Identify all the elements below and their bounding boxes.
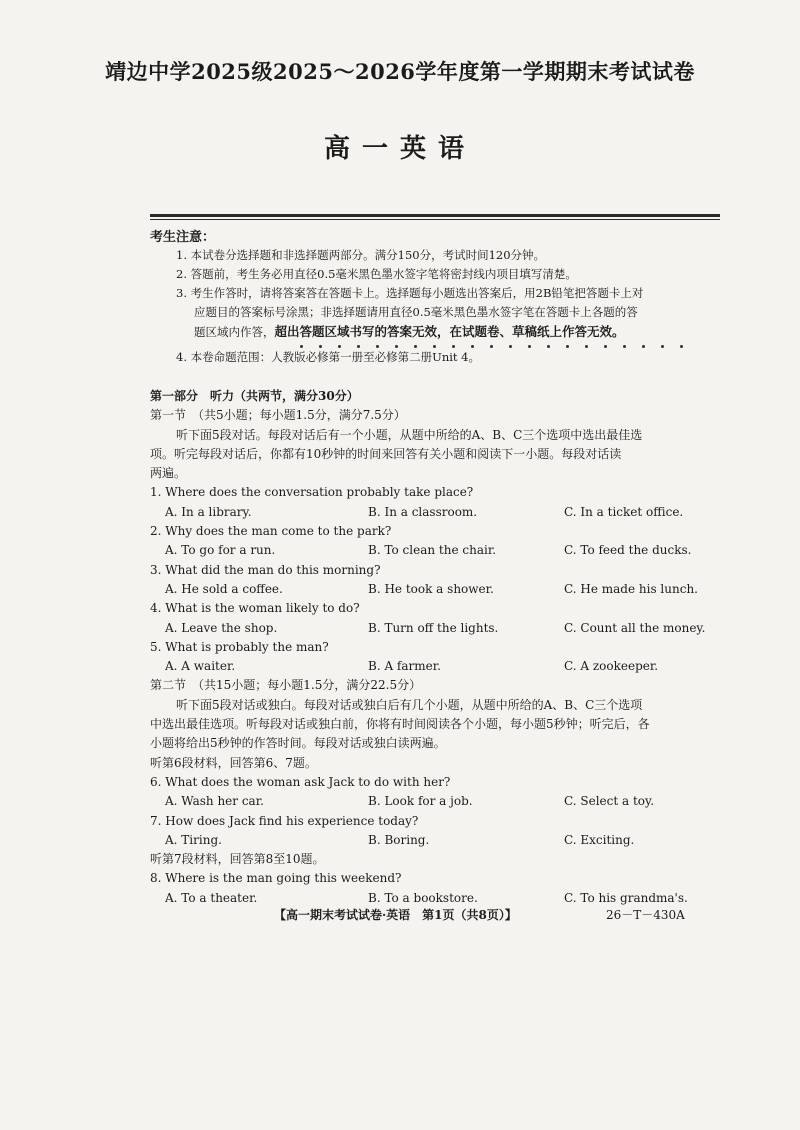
question: 1. Where does the conversation probably take place?: [150, 485, 474, 500]
option-c: C. In a ticket office.: [564, 504, 684, 519]
option-b: B. Boring.: [368, 832, 430, 847]
option-b: B. To a bookstore.: [368, 890, 478, 905]
option-c: C. To his grandma's.: [564, 890, 688, 905]
options-row: [150, 657, 725, 676]
question: 3. What did the man do this morning?: [150, 562, 381, 577]
notice-list: [176, 246, 722, 367]
material-note: 听第6段材料，回答第6、7题。: [150, 755, 317, 770]
notice-item: 1. 本试卷分选择题和非选择题两部分。满分150分，考试时间120分钟。: [176, 248, 546, 262]
option-a: A. A waiter.: [165, 659, 236, 674]
notice-item: 3. 考生作答时，请将答案答在答题卡上。选择题每小题选出答案后，用2B铅笔把答题卡上对: [176, 286, 644, 300]
option-a: A. Wash her car.: [165, 794, 264, 809]
notice-item: 2. 答题前，考生务必用直径0.5毫米黑色墨水签字笔将密封线内项目填写清楚。: [176, 267, 577, 281]
listening-part: [150, 387, 725, 908]
option-b: B. Turn off the lights.: [368, 620, 499, 635]
option-a: A. To a theater.: [165, 890, 258, 905]
options-row: [150, 792, 725, 811]
instruction-line: 听下面5段对话或独白。每段对话或独白后有几个小题，从题中所给的A、B、C三个选项: [176, 697, 643, 712]
question: 4. What is the woman likely to do?: [150, 601, 360, 616]
option-b: B. He took a shower.: [368, 581, 494, 596]
option-a: A. He sold a coffee.: [165, 581, 283, 596]
divider-thick: [150, 214, 720, 217]
notice-item: 应题目的答案标号涂黑；非选择题请用直径0.5毫米黑色墨水签字笔在答题卡上各题的答: [194, 305, 638, 319]
notice-item: 4. 本卷命题范围：人教版必修第一册至必修第二册Unit 4。: [176, 350, 480, 364]
question: 7. How does Jack find his experience today?: [150, 813, 419, 828]
option-c: C. He made his lunch.: [564, 581, 698, 596]
option-b: B. To clean the chair.: [368, 543, 497, 558]
option-b: B. Look for a job.: [368, 794, 473, 809]
exam-title: 靖边中学2025级2025～2026学年度第一学期期末考试试卷: [105, 59, 695, 84]
instruction-line: 小题将给出5秒钟的作答时间。每段对话或独白读两遍。: [150, 736, 446, 751]
instruction-line: 项。听完每段对话后，你都有10秒钟的时间来回答有关小题和阅读下一小题。每段对话读: [150, 446, 622, 461]
option-c: C. Select a toy.: [564, 794, 655, 809]
options-row: [150, 580, 725, 599]
instruction-line: 两遍。: [150, 466, 187, 481]
options-row: [150, 619, 725, 638]
instruction-line: 中选出最佳选项。听每段对话或独白前，你将有时间阅读各个小题，每小题5秒钟；听完后，各: [150, 717, 650, 732]
notice-emphasis: 超出答题区域书写的答案无效，在试题卷、草稿纸上作答无效。: [274, 324, 625, 339]
notice-text: 题区域内作答，: [194, 325, 275, 339]
section-heading: 第一节 （共5小题；每小题1.5分，满分7.5分）: [150, 408, 406, 423]
footer-page-info: 【高一期末考试试卷·英语 第1页（共8页）】: [274, 908, 517, 922]
footer-code: 26－T－430A: [606, 908, 685, 922]
option-b: B. In a classroom.: [368, 504, 478, 519]
instruction-line: 听下面5段对话。每段对话后有一个小题，从题中所给的A、B、C三个选项中选出最佳选: [176, 427, 643, 442]
option-a: A. To go for a run.: [165, 543, 276, 558]
question: 2. Why does the man come to the park?: [150, 524, 392, 539]
material-note: 听第7段材料，回答第8至10题。: [150, 852, 325, 867]
options-row: [150, 503, 725, 522]
options-row: [150, 541, 725, 560]
option-c: C. Count all the money.: [564, 620, 706, 635]
emphasis-dots: [300, 333, 720, 339]
question: 5. What is probably the man?: [150, 639, 329, 654]
option-a: A. Leave the shop.: [165, 620, 278, 635]
option-a: A. In a library.: [165, 504, 252, 519]
subject-title: 高一英语: [323, 134, 476, 164]
option-c: C. A zookeeper.: [564, 659, 659, 674]
question: 6. What does the woman ask Jack to do with her?: [150, 774, 451, 789]
notice-heading: 考生注意：: [150, 230, 216, 245]
options-row: [150, 831, 725, 850]
part-heading: 第一部分 听力（共两节，满分30分）: [150, 389, 359, 403]
divider-thin: [150, 219, 720, 220]
question: 8. Where is the man going this weekend?: [150, 871, 402, 886]
option-b: B. A farmer.: [368, 659, 441, 674]
section-heading: 第二节 （共15小题；每小题1.5分，满分22.5分）: [150, 678, 422, 693]
option-a: A. Tiring.: [165, 832, 222, 847]
option-c: C. Exciting.: [564, 832, 635, 847]
option-c: C. To feed the ducks.: [564, 543, 692, 558]
